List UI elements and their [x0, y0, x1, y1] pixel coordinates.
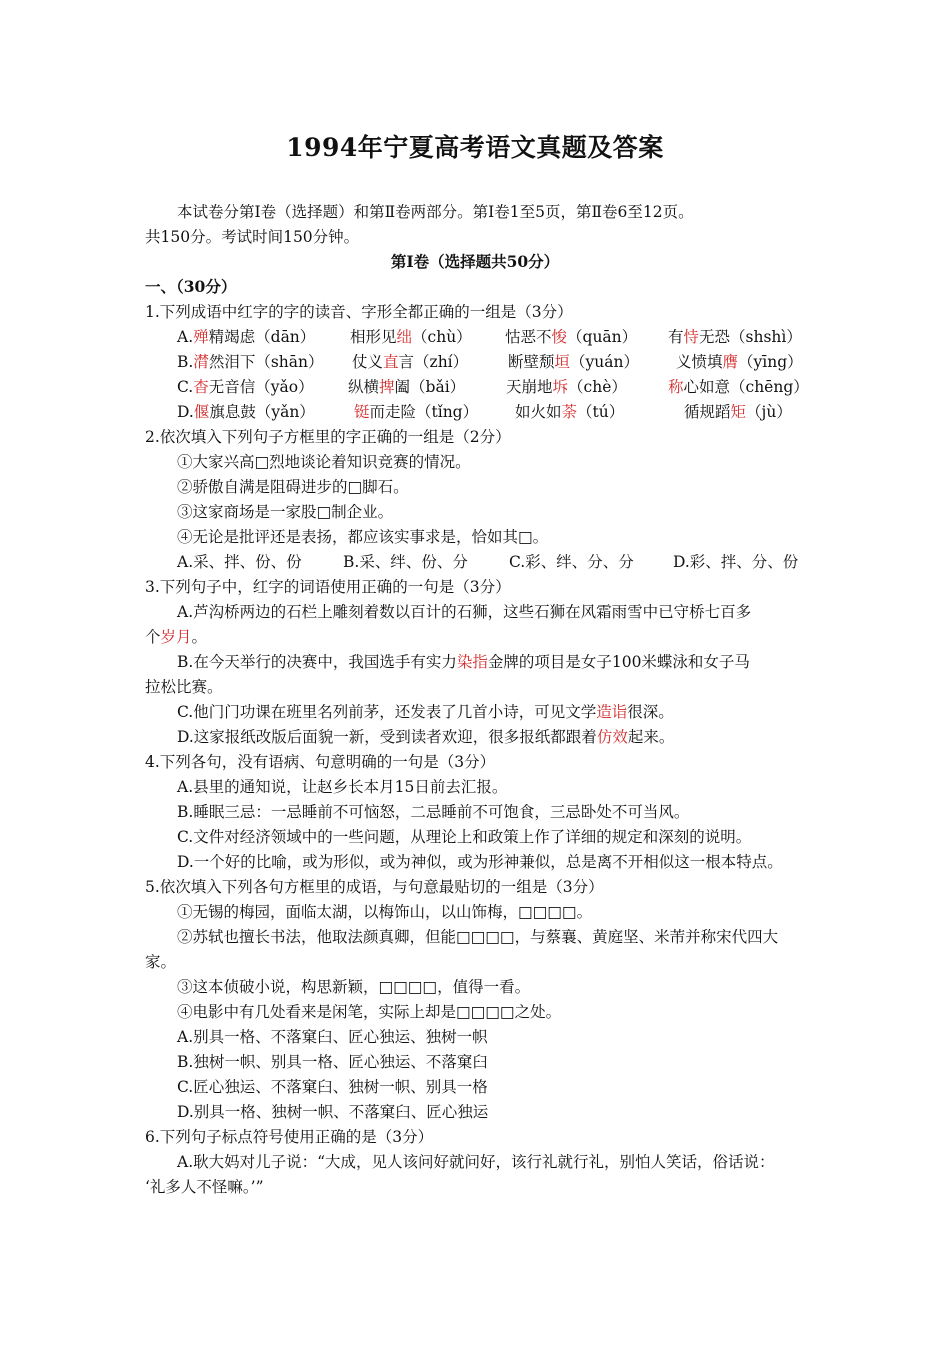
q6-option-a-line-1: A.耿大妈对儿子说：“大成，见人该问好就问好，该行礼就行礼，别怕人笑话，俗话说：	[177, 1153, 775, 1171]
page-title: 1994年宁夏高考语文真题及答案	[286, 133, 664, 162]
q4-option-d: D.一个好的比喻，或为形似，或为神似，或为形神兼似，总是离不开相似这一根本特点。	[177, 853, 783, 871]
q1-b-item-3: 断壁颓垣（yuán）	[508, 353, 639, 371]
q4-option-b: B.睡眠三忌：一忌睡前不可恼怒，二忌睡前不可饱食，三忌卧处不可当风。	[177, 803, 690, 821]
q1-c-item-3: 天崩地坼（chè）	[506, 378, 627, 396]
q2-option-c: C.彩、绊、分、分	[509, 553, 634, 571]
q3-option-d: D.这家报纸改版后面貌一新，受到读者欢迎，很多报纸都跟着仿效起来。	[177, 728, 675, 746]
q4-option-a: A.县里的通知说，让赵乡长本月15日前去汇报。	[177, 778, 508, 796]
q5-item-4: ④电影中有几处看来是闲笔，实际上却是□□□□之处。	[177, 1003, 562, 1021]
q1-b-item-4: 义愤填膺（yīng）	[676, 353, 803, 371]
q5-item-3: ③这本侦破小说，构思新颖，□□□□，值得一看。	[177, 978, 531, 996]
q5-option-c: C.匠心独运、不落窠臼、独树一帜、别具一格	[177, 1078, 488, 1096]
q2-option-d: D.彩、拌、分、份	[673, 553, 799, 571]
q1-a-item-1: A.殚精竭虑（dān）	[177, 328, 316, 346]
intro-line-1: 本试卷分第Ⅰ卷（选择题）和第Ⅱ卷两部分。第Ⅰ卷1至5页，第Ⅱ卷6至12页。	[177, 203, 694, 221]
q5-item-1: ①无锡的梅园，面临太湖，以梅饰山，以山饰梅，□□□□。	[177, 903, 593, 921]
question-5-stem: 5.依次填入下列各句方框里的成语，与句意最贴切的一组是（3分）	[145, 878, 604, 896]
question-4-stem: 4.下列各句，没有语病、句意明确的一句是（3分）	[145, 753, 496, 771]
q6-option-a-line-2: ‘礼多人不怪嘛。’”	[145, 1178, 264, 1196]
q1-c-item-1: C.杳无音信（yǎo）	[177, 378, 314, 396]
question-3-stem: 3.下列句子中，红字的词语使用正确的一句是（3分）	[145, 578, 511, 596]
q2-item-2: ②骄傲自满是阻碍进步的□脚石。	[177, 478, 409, 496]
question-6-stem: 6.下列句子标点符号使用正确的是（3分）	[145, 1128, 434, 1146]
q1-a-item-2: 相形见绌（chù）	[350, 328, 472, 346]
intro-line-2: 共150分。考试时间150分钟。	[145, 228, 360, 246]
section-title: 第Ⅰ卷（选择题共50分）	[390, 252, 560, 271]
q3-option-a-line-2: 个岁月。	[145, 628, 208, 646]
q2-item-3: ③这家商场是一家股□制企业。	[177, 503, 394, 521]
q5-option-a: A.别具一格、不落窠臼、匠心独运、独树一帜	[177, 1028, 488, 1046]
q1-d-item-4: 循规蹈矩（jù）	[684, 403, 792, 421]
q1-d-item-1: D.偃旗息鼓（yǎn）	[177, 403, 315, 421]
q1-a-item-4: 有恃无恐（shshì）	[668, 328, 802, 346]
q1-b-item-1: B.潸然泪下（shān）	[177, 353, 324, 371]
q1-b-item-2: 仗义直言（zhí）	[352, 353, 469, 371]
q3-option-b-line-1: B.在今天举行的决赛中，我国选手有实力染指金牌的项目是女子100米蝶泳和女子马	[177, 653, 750, 671]
q2-option-b: B.采、绊、份、分	[343, 553, 468, 571]
q1-d-item-2: 铤而走险（tǐng）	[354, 403, 479, 421]
q5-option-d: D.别具一格、独树一帜、不落窠臼、匠心独运	[177, 1103, 489, 1121]
q1-c-item-4: 称心如意（chēng）	[668, 378, 809, 396]
q3-option-a-line-1: A.芦沟桥两边的石栏上雕刻着数以百计的石狮，这些石狮在风霜雨雪中已守桥七百多	[177, 603, 752, 621]
q2-option-a: A.采、拌、份、份	[177, 553, 302, 571]
q5-option-b: B.独树一帜、别具一格、匠心独运、不落窠臼	[177, 1053, 488, 1071]
q2-item-1: ①大家兴高□烈地谈论着知识竞赛的情况。	[177, 453, 471, 471]
q1-a-item-3: 怙恶不悛（quān）	[505, 328, 638, 346]
q1-d-item-3: 如火如荼（tú）	[515, 403, 625, 421]
q5-item-2-line-2: 家。	[145, 953, 177, 971]
q4-option-c: C.文件对经济领域中的一些问题，从理论上和政策上作了详细的规定和深刻的说明。	[177, 828, 752, 846]
q3-option-c: C.他门门功课在班里名列前茅，还发表了几首小诗，可见文学造诣很深。	[177, 703, 674, 721]
part-title: 一、（30分）	[145, 277, 237, 296]
q2-item-4: ④无论是批评还是表扬，都应该实事求是，恰如其□。	[177, 528, 549, 546]
q5-item-2-line-1: ②苏轼也擅长书法，他取法颜真卿，但能□□□□，与蔡襄、黄庭坚、米芾并称宋代四大	[177, 928, 779, 946]
q3-option-b-line-2: 拉松比赛。	[145, 678, 223, 696]
question-2-stem: 2.依次填入下列句子方框里的字正确的一组是（2分）	[145, 428, 511, 446]
question-1-stem: 1.下列成语中红字的字的读音、字形全都正确的一组是（3分）	[145, 303, 573, 321]
q1-c-item-2: 纵横捭阖（bǎi）	[348, 378, 466, 396]
